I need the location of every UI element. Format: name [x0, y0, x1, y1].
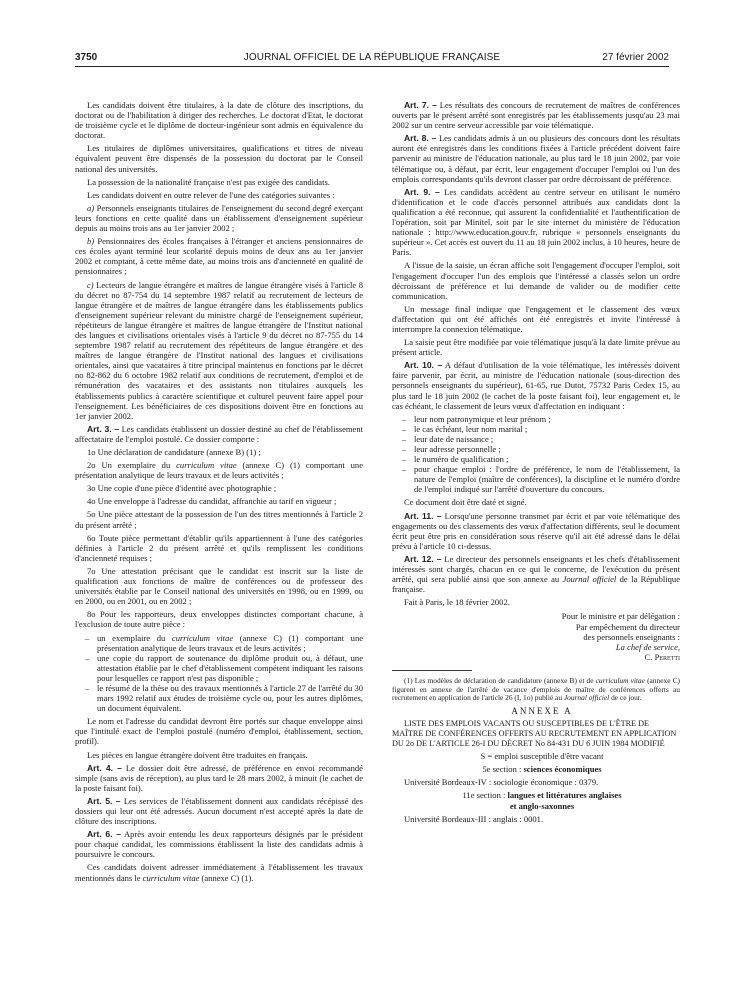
article-10: [392, 360, 680, 410]
category-c: [75, 280, 363, 421]
item-text: 2o Un exemplaire du: [87, 460, 177, 471]
list-item: – pour chaque emploi : l'ordre de préférence, le nom de l'établissement, la nature de l'emploi (maître de conférences), la discipline et le numéro d'ordre de l'emploi indiqué sur l'arrêté d'ouverture du concours.: [402, 464, 680, 494]
dossier-item: 8o Pour les rapporteurs, deux enveloppes distinctes comportant chacune, à l'exclusion de toute autre pièce :: [75, 609, 363, 630]
article-label: Art. 7. –: [404, 100, 437, 110]
article-label: Art. 8. –: [404, 133, 437, 144]
item-italic: Journal officiel: [562, 574, 617, 585]
article-7: [392, 100, 680, 130]
dossier-item: 5o Une pièce attestant de la possession de l'un des titres mentionnés à l'article 2 du présent arrêté ;: [75, 509, 363, 530]
article-label: Art. 4. –: [87, 762, 122, 773]
article-text: Les candidats admis à un ou plusieurs des concours dont les résultats auront été enregistrés dans les conditions fixées à l'article précédent doivent faire parvenir au ministre de l'éducation nationale, au plus tard le 18 juin 2002, par voie télématique ou, à défaut, par écrit, leur engagement d'occuper l'emploi ou l'un des emplois correspondants qu'ils devront classer par ordre décroissant de préférence.: [392, 133, 680, 184]
paragraph: Les candidats doivent être titulaires, à la date de clôture des inscriptions, du doctorat ou de l'habilitation à diriger des recherches. Le doctorat d'Etat, le doctorat de troisième cycle et le diplôme de docteur-ingénieur sont admis en équivalence du doctorat.: [75, 100, 363, 141]
paragraph: Les candidats doivent en outre relever de l'une des catégories suivantes :: [87, 189, 335, 200]
list-item: – une copie du rapport de soutenance du diplôme produit ou, à défaut, une attestation établie par le chef d'établissement compétent indiquant les raisons pour lesquelles ce rapport n'est pas disponible ;: [85, 653, 363, 683]
article-text: Les candidats établissent un dossier destiné au chef de l'établissement affectataire de l'emploi postulé. Ce dossier comporte :: [75, 423, 363, 444]
section-name: langues et littératures anglaises: [507, 790, 622, 801]
footnote-italic: Journal officiel: [563, 693, 610, 703]
article-9: [392, 187, 680, 258]
right-column: [392, 100, 680, 827]
category-text: Pensionnaires des écoles françaises à l'étranger et anciens pensionnaires de ces écoles ayant terminé leur scolarité depuis moins de deux ans au 1er janvier 2002 et comptant, à cette même date, au moins trois ans d'ancienneté en qualité de pensionnaires ;: [75, 236, 363, 277]
page-header: [75, 52, 669, 66]
section-prefix: 5e section :: [482, 764, 524, 775]
article-label: Art. 3. –: [87, 423, 120, 434]
footnote-text: (annexe C) figurent en annexe de l'arrêté de vacance d'emplois de maître de conférences offerts au recrutement en application de l'article 26 (I, 1o) publié au: [392, 675, 680, 703]
list-item: – leur adresse personnelle ;: [402, 444, 680, 454]
article-text: Après avoir entendu les deux rapporteurs désignés par le président pour chaque candidat, les commissions établissent la liste des candidats admis à poursuivre le concours.: [75, 829, 363, 860]
dossier-item: [75, 460, 363, 480]
category-letter: b): [87, 236, 95, 247]
dossier-item: 3o Une copie d'une pièce d'identité avec photographie ;: [87, 483, 277, 494]
university-entry: Université Bordeaux-IV : sociologie économique : 0379.: [404, 777, 599, 788]
rapporteur-list: [75, 633, 363, 714]
item-italic: curriculum vitae: [171, 632, 234, 643]
section-heading: [392, 790, 680, 800]
paragraph: Un message final indique que l'engagement et le classement des vœux d'affectation qui ont été affichés ont été enregistrés et invite l'intéressé à interrompre la connexion télématique.: [392, 303, 680, 334]
footnote-rule: [392, 670, 472, 671]
section-name: sciences économiques: [523, 764, 602, 775]
list-item: – le résumé de la thèse ou des travaux mentionnés à l'article 27 de l'arrêté du 30 mars 1992 relatif aux études de troisième cycle ou, pour les autres diplômes, un document équivalent.: [85, 683, 363, 713]
category-a: [75, 203, 363, 233]
article-4: [75, 763, 363, 793]
info-list: [392, 414, 680, 495]
university-entry: Université Bordeaux-III : anglais : 0001.: [404, 813, 544, 824]
journal-title: JOURNAL OFFICIEL DE LA RÉPUBLIQUE FRANÇAISE: [243, 52, 501, 63]
section-name-continued: et anglo-saxonnes: [509, 800, 575, 811]
item-text: Ces candidats doivent adresser immédiatement à l'établissement les travaux mentionnés dans le: [75, 862, 363, 883]
paragraph: La possession de la nationalité française n'est pas exigée des candidats.: [87, 176, 330, 187]
item-italic: curriculum vitae: [142, 872, 200, 883]
paragraph: [75, 862, 363, 882]
article-label: Art. 9. –: [404, 186, 440, 197]
signature-block: [392, 611, 680, 661]
category-text: Personnels enseignants titulaires de l'enseignement du second degré exerçant leurs fonctions en cette qualité dans un établissement d'enseignement supérieur depuis au moins trois ans au 1er janvier 2002 ;: [75, 202, 363, 234]
footnote-text: (1) Les modèles de déclaration de candidature (annexe B) et de: [404, 675, 596, 685]
page-number: 3750: [75, 52, 98, 63]
article-text: Le dossier doit être adressé, de préférence en envoi recommandé simple (sans avis de réception), au plus tard le 28 mars 2002, à minuit (le cachet de la poste faisant foi).: [75, 762, 363, 793]
list-item: [85, 633, 363, 653]
category-letter: c): [87, 279, 94, 290]
footnote: [392, 677, 680, 703]
article-11: [392, 511, 680, 551]
signature-line: Pour le ministre et par délégation :: [561, 611, 680, 622]
article-text: de la République française.: [392, 574, 681, 595]
signatory-name: C. Peretti: [644, 651, 680, 662]
category-letter: a): [87, 202, 95, 213]
category-b: [75, 236, 363, 276]
article-8: [392, 133, 680, 183]
article-6: [75, 829, 363, 859]
signatory-title: La chef de service,: [615, 641, 680, 652]
article-text: Les résultats des concours de recrutement de maîtres de conférences ouverts par le présent arrêté sont enregistrés par les établissements jusqu'au 23 mai 2002 sur un centre serveur accessible par voie télématique.: [392, 100, 680, 131]
article-text: Lorsqu'une personne transmet par écrit et par voie télématique des engagements ou des classements des vœux d'affectation différents, seul le document écrit peut être pris en considération sous réserve qu'il ait été adressé dans le délai prévu à l'article 10 ci-dessus.: [392, 510, 680, 551]
dossier-item: 4o Une enveloppe à l'adresse du candidat, affranchie au tarif en vigueur ;: [87, 496, 337, 507]
section-prefix: 11e section :: [462, 790, 508, 801]
paragraph: La saisie peut être modifiée par voie télématique jusqu'à la date limite prévue au présent article.: [392, 337, 680, 358]
article-label: Art. 12. –: [404, 553, 442, 564]
signature-line: Par empêchement du directeur: [575, 621, 680, 632]
item-text: (annexe C) (1).: [199, 872, 254, 883]
paragraph: Les titulaires de diplômes universitaires, qualifications et titres de niveau équivalent peuvent être dispensés de la possession du doctorat par le Conseil national des universités.: [75, 143, 363, 174]
paragraph: Les pièces en langue étrangère doivent être traduites en français.: [87, 749, 308, 760]
article-label: Art. 5. –: [87, 795, 121, 806]
article-label: Art. 11. –: [404, 510, 442, 521]
list-item: – leur date de naissance ;: [402, 434, 680, 444]
article-12: [392, 554, 680, 594]
item-text: un exemplaire du: [97, 632, 172, 643]
header-rule: [75, 66, 669, 67]
article-label: Art. 10. –: [404, 360, 443, 371]
signing-place-date: Fait à Paris, le 18 février 2002.: [404, 597, 510, 608]
footnote-italic: curriculum vitae: [595, 675, 645, 685]
category-text: Lecteurs de langue étrangère et maîtres de langue étrangère visés à l'article 8 du décret no 87-754 du 14 septembre 1987 relatif au recrutement de lecteurs de langue étrangère et de maîtres de langue étrangère dans les établissements publics d'enseignement supérieur relevant du ministre chargé de l'enseignement supérieur, répétiteurs de langue étrangère et maîtres de langue étrangère de l'Institut national des langues et civilisations orientales visés à l'article 9 du décret no 87-755 du 14 septembre 1987 relatif au recrutement des répétiteurs de langue étrangère et des maîtres de langue étrangère de l'Institut national des langues et civilisations orientales, ainsi que vacataires à titre principal maintenus en fonctions par le décret no 82-862 du 6 octobre 1982 relatif aux conditions de recrutement, d'emploi et de rémunération des vacataires et des assistants non titulaires auxquels les établissements publics à caractère scientifique et culturel peuvent faire appel pour l'enseignement. Les bénéficiaires de ces dispositions doivent être en fonctions au 1er janvier 2002.: [75, 279, 363, 421]
list-item: – le numéro de qualification ;: [402, 454, 680, 464]
article-text: Le directeur des personnels enseignants et les chefs d'établissement intéressés sont chargés, chacun en ce qui le concerne, de l'exécution du présent arrêté, qui sera publié ainsi que son annexe au: [392, 553, 680, 585]
article-text: A défaut d'utilisation de la voie télématique, les intéressés doivent faire parvenir, par écrit, au ministre de l'éducation nationale (sous-direction des personnels enseignants du supérieur), 61-65, rue Dutot, 75732 Paris Cedex 15, au plus tard le 18 juin 2002 (le cachet de la poste faisant foi), leur engagement et, le cas échéant, le classement de leurs vœux d'affectation en indiquant :: [392, 360, 681, 411]
list-item: – le cas échéant, leur nom marital ;: [402, 424, 680, 434]
paragraph: Le nom et l'adresse du candidat devront être portés sur chaque enveloppe ainsi que l'intitulé exact de l'emploi postulé (numéro d'emploi, établissement, section, profil).: [75, 716, 363, 747]
legend: S = emploi susceptible d'être vacant: [480, 751, 604, 762]
section-heading: [392, 764, 680, 774]
paragraph: Ce document doit être daté et signé.: [404, 497, 527, 508]
article-label: Art. 6. –: [87, 829, 121, 840]
article-3: [75, 424, 363, 444]
article-text: Les services de l'établissement donnent aux candidats récépissé des dossiers qui leur ont été adressés. Aucun document n'est accepté après la date de clôture des inscriptions.: [75, 795, 364, 827]
footnote-text: de ce jour.: [609, 693, 642, 703]
signature-line: des personnels enseignants :: [583, 631, 680, 642]
annexe-heading: ANNEXE A: [511, 706, 573, 717]
paragraph: A l'issue de la saisie, un écran affiche soit l'engagement d'occuper l'emploi, soit l'engagement d'occuper l'un des emplois que l'intéressé a classés selon un ordre décroissant de préférence et lui demande de valider ou de modifier cette communication.: [392, 260, 680, 301]
publication-date: 27 février 2002: [602, 52, 669, 63]
dossier-item: 6o Toute pièce permettant d'établir qu'ils appartiennent à l'une des catégories définies à l'article 2 du présent arrêté et qu'ils remplissent les conditions d'ancienneté requises ;: [75, 532, 363, 563]
item-italic: curriculum vitae: [176, 460, 237, 471]
item-text: (annexe C) (1) comportant une présentation analytique de leurs travaux et de leurs activités ;: [97, 632, 364, 653]
annexe-title: LISTE DES EMPLOIS VACANTS OU SUSCEPTIBLES DE L'ÊTRE DE MAÎTRE DE CONFÉRENCES OFFERTS AU RECRUTEMENT EN APPLICATION DU 2o DE L'ARTICLE 26-I DU DÉCRET No 84-431 DU 6 JUIN 1984 MODIFIÉ: [392, 719, 677, 748]
dossier-item: 1o Une déclaration de candidature (annexe B) (1) ;: [87, 447, 261, 457]
item-text: (annexe C) (1) comportant une présentation analytique de leurs travaux et de leurs activités ;: [75, 460, 363, 481]
article-5: [75, 796, 363, 826]
dossier-item: 7o Une attestation précisant que le candidat est inscrit sur la liste de qualification aux fonctions de maître de conférences ou de professeur des universités établie par le Conseil national des universités en 1998, ou en 1999, ou en 2000, ou en 2001, ou en 2002 ;: [75, 565, 363, 607]
list-item: – leur nom patronymique et leur prénom ;: [402, 414, 680, 424]
left-column: [75, 100, 363, 886]
article-text: Les candidats accèdent au centre serveur en utilisant le numéro d'identification et le code d'accès personnel attribués aux candidats dont la qualification a été reconnue, qui assurent la confidentialité et l'authentification de l'opération, soit par Minitel, soit par le site internet du ministère de l'éducation nationale : http://www.education.gouv.fr, rubrique « personnels enseignants du supérieur ». Cet accès est ouvert du 11 au 18 juin 2002 inclus, à 10 heures, heure de Paris.: [392, 186, 680, 258]
